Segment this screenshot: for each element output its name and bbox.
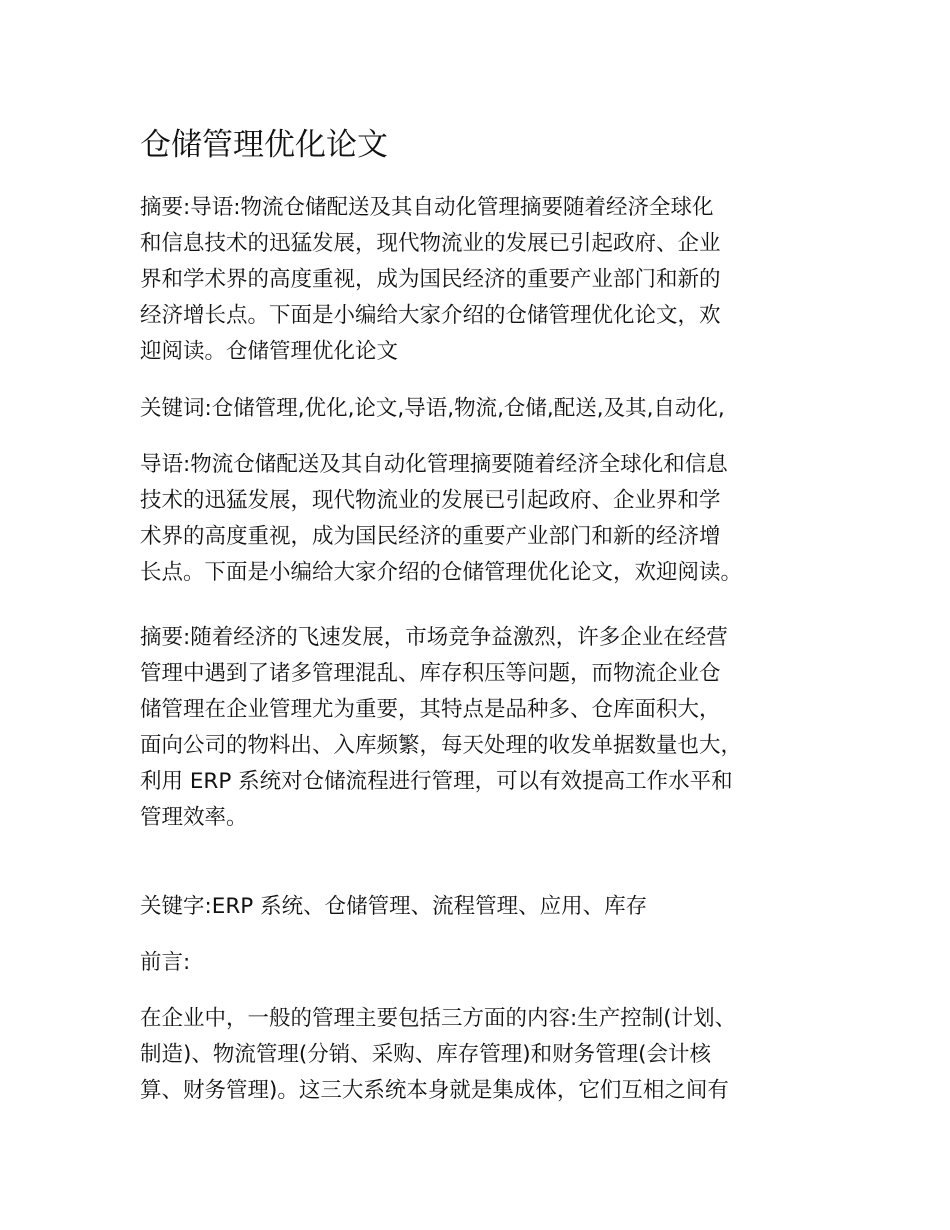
- text-line: 导语:物流仓储配送及其自动化管理摘要随着经济全球化和信息: [140, 452, 728, 477]
- document-title: 仓储管理优化论文: [140, 127, 388, 163]
- text-line: 术界的高度重视，成为国民经济的重要产业部门和新的经济增: [140, 524, 721, 549]
- text-line: 经济增长点。下面是小编给大家介绍的仓储管理优化论文，欢: [140, 303, 721, 328]
- text-line: 关键字:ERP 系统、仓储管理、流程管理、应用、库存: [140, 894, 648, 919]
- text-line: 摘要:随着经济的飞速发展，市场竞争益激烈，许多企业在经营: [140, 625, 728, 650]
- summary-intro-paragraph: [140, 190, 820, 370]
- keywords-2-paragraph: [140, 889, 820, 925]
- keywords-paragraph: [140, 391, 820, 427]
- text-line: 管理效率。: [140, 805, 248, 830]
- text-line: 迎阅读。仓储管理优化论文: [140, 339, 399, 364]
- text-line: 长点。下面是小编给大家介绍的仓储管理优化论文，欢迎阅读。: [140, 560, 743, 585]
- abstract-paragraph: [140, 620, 820, 836]
- text-line: 界和学术界的高度重视，成为国民经济的重要产业部门和新的: [140, 267, 721, 292]
- text-line: 面向公司的物料出、入库频繁，每天处理的收发单据数量也大，: [140, 733, 743, 758]
- preface-body-paragraph: [140, 1001, 820, 1109]
- text-line: 关键词:仓储管理,优化,论文,导语,物流,仓储,配送,及其,自动化,: [140, 396, 725, 421]
- lead-paragraph: [140, 447, 820, 591]
- text-line: 技术的迅猛发展，现代物流业的发展已引起政府、企业界和学: [140, 488, 721, 513]
- text-line: 前言:: [140, 950, 191, 975]
- text-line: 管理中遇到了诸多管理混乱、库存积压等问题，而物流企业仓: [140, 661, 721, 686]
- text-line: 摘要:导语:物流仓储配送及其自动化管理摘要随着经济全球化: [140, 195, 714, 220]
- text-line: 算、财务管理)。这三大系统本身就是集成体，它们互相之间有: [140, 1078, 729, 1103]
- text-line: 利用 ERP 系统对仓储流程进行管理，可以有效提高工作水平和: [140, 769, 733, 794]
- text-line: 储管理在企业管理尤为重要，其特点是品种多、仓库面积大，: [140, 697, 721, 722]
- preface-heading: [140, 945, 820, 981]
- text-line: 和信息技术的迅猛发展，现代物流业的发展已引起政府、企业: [140, 231, 721, 256]
- text-line: 制造)、物流管理(分销、采购、库存管理)和财务管理(会计核: [140, 1042, 712, 1067]
- text-line: 在企业中，一般的管理主要包括三方面的内容:生产控制(计划、: [140, 1006, 737, 1031]
